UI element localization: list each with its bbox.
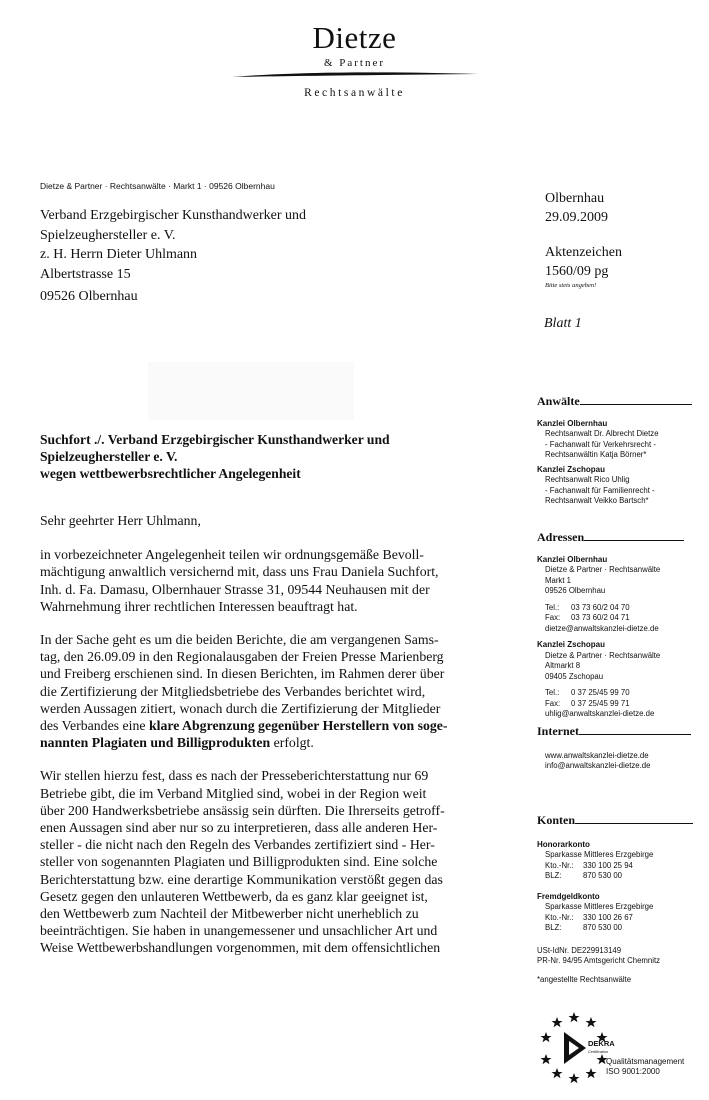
body-line: Betriebe gibt, die im Verband Mitglied sind, wobei in der Region weit [40, 785, 427, 801]
vat-id: USt-IdNr. DE229913149 [537, 945, 622, 955]
sender-line: Dietze & Partner · Rechtsanwälte · Markt 1 · 09526 Olbernhau [40, 181, 275, 191]
meta-date: 29.09.2009 [545, 210, 608, 225]
body-line: Wir stellen hierzu fest, dass es nach der Presseberichterstattung nur 69 [40, 768, 429, 784]
body-line: Gesetz gegen den unlauteren Wettbewerb, da es ganz klar geeignet ist, [40, 888, 428, 904]
salutation: Sehr geehrter Herr Uhlmann, [40, 513, 201, 528]
address-line: 09526 Olbernhau [545, 586, 606, 595]
meta-ref-value: 1560/09 pg [545, 264, 609, 279]
email-link[interactable]: dietze@anwaltskanzlei-dietze.de [545, 623, 659, 633]
body-line: werden Aussagen zitiert, wonach durch die Zertifizierung der Mitglieder [40, 700, 441, 716]
account-number-line [537, 913, 693, 924]
recipient-city: 09526 Olbernhau [40, 289, 138, 304]
register-number: PR-Nr. 94/95 Amtsgericht Chemnitz [537, 956, 661, 965]
recipient-line: Albertstrasse 15 [40, 266, 131, 282]
letter-body [40, 512, 490, 973]
email-link[interactable]: uhlig@anwaltskanzlei-dietze.de [545, 709, 655, 718]
address-line: 09405 Zschopau [545, 671, 604, 681]
body-line: die Zertifizierung der Mitgliedsbetriebe des Verbandes berichtet wird, [40, 683, 426, 699]
sidebar-heading: Adressen [537, 530, 585, 544]
email-link[interactable]: info@anwaltskanzlei-dietze.de [545, 761, 651, 770]
body-line: Inh. d. Fa. Damasu, Olbernhauer Strasse 31, 09544 Neuhausen mit der [40, 581, 430, 597]
sidebar-addresses [537, 532, 684, 720]
body-emphasis: nannten Plagiaten und Billigprodukten [40, 735, 271, 751]
blz-label: BLZ: [545, 923, 562, 932]
body-line: den Wettbewerb zum Nachteil der Mitbewerber nicht unerheblich zu [40, 906, 419, 922]
letter-meta [545, 189, 622, 290]
recipient-line: Verband Erzgebirgischer Kunsthandwerker und [40, 208, 307, 223]
body-emphasis: klare Abgrenzung gegenüber Herstellern von soge- [148, 718, 448, 734]
account-number-line [537, 861, 693, 872]
phone-number: 03 73 60/2 04 70 [571, 602, 630, 612]
letterhead-swoosh [230, 68, 480, 82]
address-line: Altmarkt 8 [545, 661, 581, 670]
fax-line [537, 613, 684, 624]
body-line: über 200 Handwerksbetriebe ansässig sein dürften. Die Ihrerseits getroff- [40, 802, 445, 818]
sidebar-heading: Konten [537, 813, 576, 827]
lawyer-line: - Fachanwalt für Familienrecht - [545, 485, 655, 495]
office-name: Kanzlei Olbernhau [537, 418, 608, 428]
bank-name: Sparkasse Mittleres Erzgebirge [545, 902, 654, 911]
blz-number: 870 530 00 [583, 871, 623, 880]
office-name: Kanzlei Zschopau [537, 464, 606, 474]
subject [40, 431, 390, 482]
dekra-seal-icon [536, 1010, 616, 1086]
body-line: steller - die nicht nach den Regeln des Verbandes zertifiziert sind - Her- [40, 837, 435, 853]
body-line: mächtigung anwaltlich versichernd mit, dass uns Frau Daniela Suchfort, [40, 564, 439, 580]
paragraph-3 [40, 767, 490, 956]
phone-line [537, 688, 684, 699]
qm-line: Qualitätsmanagement [606, 1057, 685, 1066]
lawyer-line: Rechtsanwältin Katja Börner* [545, 450, 647, 459]
account-number: 330 100 26 67 [583, 912, 633, 922]
sidebar-lawyers [537, 396, 692, 507]
address-line: Markt 1 [545, 575, 571, 585]
fax-label: Fax: [545, 698, 561, 708]
qm-line: ISO 9001:2000 [606, 1067, 660, 1076]
blz-line [537, 871, 693, 882]
meta-sheet: Blatt 1 [544, 316, 582, 331]
body-line [40, 717, 490, 734]
lawyer-line: - Fachanwalt für Verkehrsrecht - [545, 439, 656, 449]
phone-line [537, 603, 684, 614]
website-link[interactable]: www.anwaltskanzlei-dietze.de [545, 750, 649, 760]
body-line: Berichterstattung bzw. eine derartige Kommunikation verstößt gegen das [40, 871, 443, 887]
fax-number: 0 37 25/45 99 71 [571, 698, 630, 708]
dekra-sub: Certification [588, 1050, 609, 1054]
subject-line: Suchfort ./. Verband Erzgebirgischer Kunsthandwerker und [40, 432, 390, 447]
body-line [40, 734, 490, 751]
phone-label: Tel.: [545, 602, 560, 612]
account-name: Honorarkonto [537, 839, 590, 849]
address-line: Dietze & Partner · Rechtsanwälte [545, 650, 661, 660]
phone-label: Tel.: [545, 688, 560, 697]
blz-label: BLZ: [545, 871, 562, 880]
paragraph-1 [40, 546, 490, 615]
body-line: Weise Wettbewerbshandlungen vorgenommen, mit dem offensichtlichen [40, 940, 441, 956]
fax-line [537, 699, 684, 710]
body-line: Wahrnehmung ihrer rechtlichen Interessen beauftragt hat. [40, 598, 358, 614]
body-line: In der Sache geht es um die beiden Berichte, die am vergangenen Sams- [40, 632, 439, 648]
body-line: in vorbezeichneter Angelegenheit teilen wir ordnungsgemäße Bevoll- [40, 547, 424, 563]
meta-ref-label: Aktenzeichen [545, 245, 622, 260]
sidebar-accounts [537, 815, 693, 985]
subject-line: wegen wettbewerbsrechtlicher Angelegenheit [40, 466, 301, 481]
recipient-address [40, 206, 306, 284]
lawyer-line: Rechtsanwalt Rico Uhlig [545, 475, 630, 484]
sidebar-internet [537, 726, 691, 772]
dekra-brand: DEKRA [588, 1039, 615, 1048]
body-text: des Verbandes eine [40, 718, 149, 734]
bank-name: Sparkasse Mittleres Erzgebirge [545, 850, 654, 859]
firm-name: Dietze [312, 20, 397, 55]
redacted-area [148, 362, 354, 420]
meta-place: Olbernhau [545, 191, 605, 206]
lawyer-line: Rechtsanwalt Veikko Bartsch* [545, 496, 649, 505]
lawyer-line: Rechtsanwalt Dr. Albrecht Dietze [545, 429, 659, 438]
address-line: Dietze & Partner · Rechtsanwälte [545, 565, 661, 574]
body-line: und Freiberg erschienen sind. In diesen Berichten, im Rahmen derer über [40, 666, 445, 682]
recipient-line: z. H. Herrn Dieter Uhlmann [40, 247, 198, 262]
body-line: enen Aussagen sind aber nur so zu interpretieren, dass alle anderen Her- [40, 820, 438, 836]
account-number: 330 100 25 94 [583, 860, 633, 870]
footnote: *angestellte Rechtsanwälte [537, 974, 632, 984]
office-name: Kanzlei Olbernhau [537, 554, 608, 564]
blz-line [537, 923, 693, 934]
account-label: Kto.-Nr.: [545, 860, 574, 870]
body-line: beeinträchtigen. Sie haben in unangemessener und unsachlicher Art und [40, 923, 438, 939]
quality-management [606, 1057, 684, 1077]
paragraph-2 [40, 631, 490, 751]
sidebar-heading: Internet [537, 724, 579, 738]
subject-line: Spielzeughersteller e. V. [40, 449, 178, 464]
fax-number: 03 73 60/2 04 71 [571, 613, 630, 622]
fax-label: Fax: [545, 613, 561, 622]
meta-ref-note: Bitte stets angeben! [545, 282, 597, 289]
account-name: Fremdgeldkonto [537, 891, 600, 901]
body-line: steller von sogenannten Plagiaten und Billigprodukten sind. Eine solche [40, 854, 438, 870]
firm-profession: Rechtsanwälte [304, 87, 405, 99]
account-label: Kto.-Nr.: [545, 912, 574, 922]
body-text: erfolgt. [270, 735, 314, 751]
recipient-line: Spielzeughersteller e. V. [40, 227, 176, 243]
firm-partner: & Partner [323, 57, 386, 69]
body-line: tag, den 26.09.09 in den Regionalausgaben der Freien Presse Marienberg [40, 649, 444, 665]
blz-number: 870 530 00 [583, 923, 623, 932]
sidebar-heading: Anwälte [537, 394, 580, 408]
phone-number: 0 37 25/45 99 70 [571, 688, 630, 697]
office-name: Kanzlei Zschopau [537, 640, 606, 649]
